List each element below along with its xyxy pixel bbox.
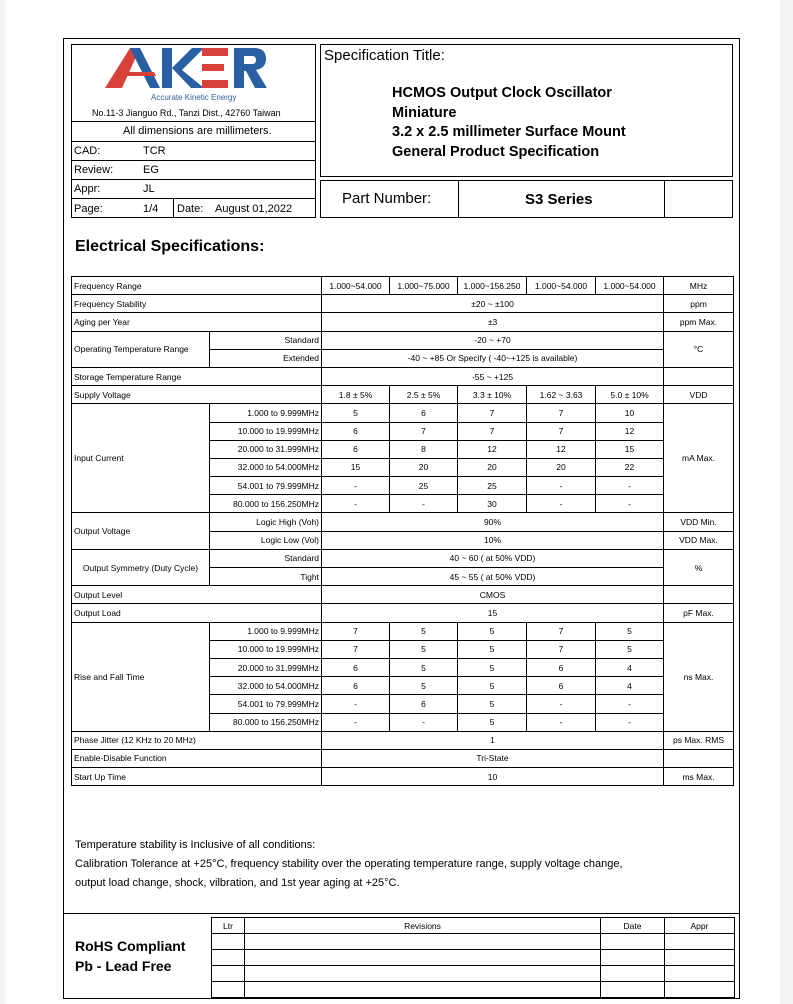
- table-row: [212, 934, 735, 950]
- table-cell: 7: [322, 622, 390, 640]
- param-label: Frequency Range: [72, 277, 322, 295]
- date-value: August 01,2022: [215, 203, 293, 215]
- rohs-line: Pb - Lead Free: [75, 958, 172, 974]
- freq-range-label: 80.000 to 156.250MHz: [210, 713, 322, 731]
- table-cell: 15: [322, 458, 390, 476]
- table-row: [72, 622, 734, 640]
- table-cell: 7: [527, 640, 596, 658]
- table-cell: 3.3 ± 10%: [458, 386, 527, 404]
- table-cell: -: [322, 695, 390, 713]
- table-row: [72, 313, 734, 331]
- table-cell: 22: [596, 458, 664, 476]
- table-row: [72, 295, 734, 313]
- table-cell: 7: [322, 640, 390, 658]
- unit-cell: pF Max.: [664, 604, 734, 622]
- table-cell: 15: [596, 440, 664, 458]
- freq-range-label: 32.000 to 54.000MHz: [210, 677, 322, 695]
- table-cell: 1.000~54.000: [527, 277, 596, 295]
- param-label: Aging per Year: [72, 313, 322, 331]
- table-cell: -: [390, 713, 458, 731]
- table-cell: 15: [322, 604, 664, 622]
- param-label: Supply Voltage: [72, 386, 322, 404]
- table-cell: 12: [458, 440, 527, 458]
- date-label: Date:: [177, 203, 204, 215]
- unit-cell: ppm: [664, 295, 734, 313]
- sub-label: Standard: [210, 549, 322, 567]
- table-cell: -: [596, 695, 664, 713]
- unit-cell: VDD Min.: [664, 513, 734, 531]
- table-cell: 4: [596, 677, 664, 695]
- table-cell: 7: [527, 622, 596, 640]
- rev-header-date: Date: [601, 918, 665, 934]
- table-cell: 6: [322, 658, 390, 676]
- table-cell: 8: [390, 440, 458, 458]
- param-label: Output Symmetry (Duty Cycle): [72, 549, 210, 585]
- table-row: [212, 950, 735, 966]
- table-cell: 6: [527, 658, 596, 676]
- table-cell: 5: [596, 622, 664, 640]
- table-cell: 2.5 ± 5%: [390, 386, 458, 404]
- rev-header-revisions: Revisions: [245, 918, 601, 934]
- table-row: [72, 513, 734, 531]
- freq-range-label: 1.000 to 9.999MHz: [210, 404, 322, 422]
- param-label: Enable-Disable Function: [72, 749, 322, 767]
- spec-line: Miniature: [392, 104, 457, 121]
- unit-cell: ms Max.: [664, 768, 734, 786]
- table-cell: 1.000~75.000: [390, 277, 458, 295]
- table-cell: 5: [458, 695, 527, 713]
- freq-range-label: 20.000 to 31.999MHz: [210, 440, 322, 458]
- table-cell: 1.8 ± 5%: [322, 386, 390, 404]
- table-row: [72, 277, 734, 295]
- table-cell: 6: [322, 677, 390, 695]
- freq-range-label: 10.000 to 19.999MHz: [210, 422, 322, 440]
- table-cell: 7: [527, 422, 596, 440]
- table-cell: 7: [527, 404, 596, 422]
- table-cell: -: [596, 495, 664, 513]
- freq-range-label: 54.001 to 79.999MHz: [210, 477, 322, 495]
- spec-title-label: Specification Title:: [324, 47, 445, 64]
- table-cell: 12: [596, 422, 664, 440]
- spec-line: HCMOS Output Clock Oscillator: [392, 85, 612, 101]
- company-tagline: Accurate Kinetic Energy: [151, 93, 237, 102]
- table-cell: 5: [458, 622, 527, 640]
- param-label: Input Current: [72, 404, 210, 513]
- table-cell: 5: [458, 713, 527, 731]
- table-row: [72, 749, 734, 767]
- table-cell: -40 ~ +85 Or Specify ( -40~+125 is available): [322, 349, 664, 367]
- spec-line: 3.2 x 2.5 millimeter Surface Mount: [392, 124, 626, 140]
- unit-cell: mA Max.: [664, 404, 734, 513]
- unit-cell: VDD: [664, 386, 734, 404]
- table-cell: 5.0 ± 10%: [596, 386, 664, 404]
- appr-value: JL: [143, 183, 155, 195]
- table-cell: 45 ~ 55 ( at 50% VDD): [322, 568, 664, 586]
- table-cell: ±20 ~ ±100: [322, 295, 664, 313]
- table-row: [72, 731, 734, 749]
- table-cell: 1.000~156.250: [458, 277, 527, 295]
- table-cell: -20 ~ +70: [322, 331, 664, 349]
- dimensions-note: All dimensions are millimeters.: [123, 125, 272, 137]
- table-row: [72, 404, 734, 422]
- table-cell: 4: [596, 658, 664, 676]
- freq-range-label: 54.001 to 79.999MHz: [210, 695, 322, 713]
- table-cell: 1.62 ~ 3.63: [527, 386, 596, 404]
- table-cell: -: [322, 713, 390, 731]
- sub-label: Logic Low (Vol): [210, 531, 322, 549]
- table-cell: 5: [458, 658, 527, 676]
- table-cell: 6: [390, 695, 458, 713]
- table-cell: 25: [458, 477, 527, 495]
- unit-cell: ppm Max.: [664, 313, 734, 331]
- unit-cell: VDD Max.: [664, 531, 734, 549]
- table-row: [72, 331, 734, 349]
- param-label: Output Load: [72, 604, 322, 622]
- table-cell: 20: [390, 458, 458, 476]
- table-cell: 5: [390, 640, 458, 658]
- freq-range-label: 32.000 to 54.000MHz: [210, 458, 322, 476]
- param-label: Frequency Stability: [72, 295, 322, 313]
- table-cell: ±3: [322, 313, 664, 331]
- freq-range-label: 20.000 to 31.999MHz: [210, 658, 322, 676]
- param-label: Operating Temperature Range: [72, 331, 210, 367]
- param-label: Output Level: [72, 586, 322, 604]
- page-label: Page:: [74, 203, 103, 215]
- document-page: [5, 0, 780, 1004]
- section-title: Electrical Specifications:: [75, 238, 265, 255]
- spec-line: General Product Specification: [392, 143, 600, 160]
- part-number-label: Part Number:: [342, 190, 432, 207]
- rohs-statement: [75, 936, 185, 976]
- table-cell: 7: [390, 422, 458, 440]
- param-label: Rise and Fall Time: [72, 622, 210, 731]
- table-cell: 10%: [322, 531, 664, 549]
- table-cell: -: [527, 477, 596, 495]
- param-label: Start Up Time: [72, 768, 322, 786]
- sub-label: Tight: [210, 568, 322, 586]
- electrical-spec-table: [71, 276, 734, 786]
- table-cell: -: [322, 495, 390, 513]
- review-value: EG: [143, 164, 159, 176]
- unit-cell: [664, 749, 734, 767]
- notes-block: [75, 836, 623, 893]
- table-cell: 10: [322, 768, 664, 786]
- table-row: [72, 768, 734, 786]
- param-label: Storage Temperature Range: [72, 367, 322, 385]
- table-cell: 30: [458, 495, 527, 513]
- unit-cell: ns Max.: [664, 622, 734, 731]
- company-address: No.11-3 Jianguo Rd., Tanzi Dist., 42760 Taiwan: [92, 108, 281, 118]
- table-row: [212, 966, 735, 982]
- table-cell: 7: [458, 404, 527, 422]
- table-row: [72, 367, 734, 385]
- table-cell: -: [596, 477, 664, 495]
- table-cell: 5: [458, 640, 527, 658]
- rohs-line: RoHS Compliant: [75, 938, 186, 954]
- table-cell: 25: [390, 477, 458, 495]
- table-cell: 5: [322, 404, 390, 422]
- table-cell: 5: [390, 677, 458, 695]
- cad-label: CAD:: [74, 145, 101, 157]
- sub-label: Logic High (Voh): [210, 513, 322, 531]
- rev-header-ltr: Ltr: [212, 918, 245, 934]
- table-row: [72, 604, 734, 622]
- table-cell: 5: [596, 640, 664, 658]
- table-cell: 20: [527, 458, 596, 476]
- sub-label: Extended: [210, 349, 322, 367]
- page-value: 1/4: [143, 203, 159, 215]
- table-cell: -: [527, 495, 596, 513]
- table-row: [72, 386, 734, 404]
- freq-range-label: 1.000 to 9.999MHz: [210, 622, 322, 640]
- appr-label: Appr:: [74, 183, 101, 195]
- table-row: [212, 982, 735, 998]
- freq-range-label: 10.000 to 19.999MHz: [210, 640, 322, 658]
- table-cell: 6: [390, 404, 458, 422]
- table-cell: 20: [458, 458, 527, 476]
- table-cell: -: [322, 477, 390, 495]
- unit-cell: %: [664, 549, 734, 585]
- table-row: [72, 586, 734, 604]
- table-cell: CMOS: [322, 586, 664, 604]
- unit-cell: [664, 586, 734, 604]
- table-cell: 5: [390, 658, 458, 676]
- table-cell: 6: [527, 677, 596, 695]
- table-cell: 5: [458, 677, 527, 695]
- unit-cell: ps Max. RMS: [664, 731, 734, 749]
- param-label: Phase Jitter (12 KHz to 20 MHz): [72, 731, 322, 749]
- table-cell: 6: [322, 440, 390, 458]
- table-cell: 1: [322, 731, 664, 749]
- table-cell: 5: [390, 622, 458, 640]
- rev-header-appr: Appr: [665, 918, 735, 934]
- unit-cell: °C: [664, 331, 734, 367]
- table-cell: 7: [458, 422, 527, 440]
- note-line: Temperature stability is Inclusive of all conditions:: [75, 839, 316, 851]
- review-label: Review:: [74, 164, 114, 176]
- table-row: [212, 918, 735, 934]
- param-label: Output Voltage: [72, 513, 210, 549]
- note-line: Calibration Tolerance at +25°C, frequency stability over the operating temperature range, supply voltage change,: [75, 858, 623, 870]
- table-cell: 1.000~54.000: [596, 277, 664, 295]
- part-number-value: S3 Series: [525, 191, 593, 208]
- unit-cell: MHz: [664, 277, 734, 295]
- freq-range-label: 80.000 to 156.250MHz: [210, 495, 322, 513]
- table-cell: 90%: [322, 513, 664, 531]
- sub-label: Standard: [210, 331, 322, 349]
- cad-value: TCR: [143, 145, 166, 157]
- table-cell: -: [527, 713, 596, 731]
- table-cell: 1.000~54.000: [322, 277, 390, 295]
- table-cell: 6: [322, 422, 390, 440]
- table-cell: -: [390, 495, 458, 513]
- footer-divider: [63, 913, 740, 914]
- table-cell: 40 ~ 60 ( at 50% VDD): [322, 549, 664, 567]
- table-cell: -55 ~ +125: [322, 367, 664, 385]
- spec-title-lines: [392, 84, 626, 162]
- table-cell: -: [527, 695, 596, 713]
- unit-cell: [664, 367, 734, 385]
- revisions-table: [211, 917, 735, 998]
- note-line: output load change, shock, vilbration, and 1st year aging at +25°C.: [75, 877, 400, 889]
- table-cell: Tri-State: [322, 749, 664, 767]
- table-row: [72, 549, 734, 567]
- table-cell: 12: [527, 440, 596, 458]
- table-cell: -: [596, 713, 664, 731]
- table-cell: 10: [596, 404, 664, 422]
